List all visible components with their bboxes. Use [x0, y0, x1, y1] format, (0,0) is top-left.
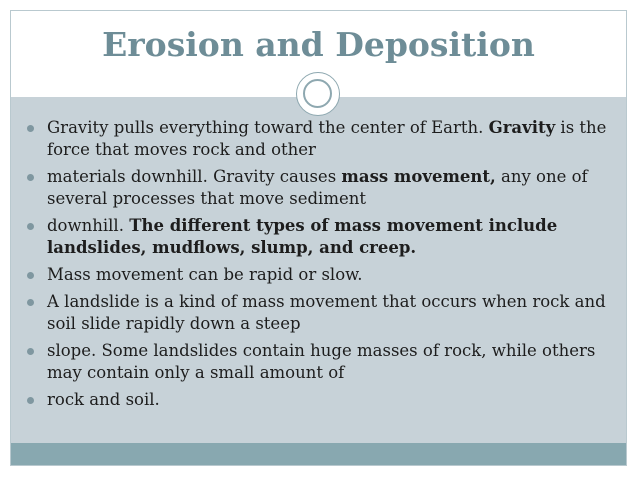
bullet-item	[25, 166, 615, 210]
bullet-item	[25, 264, 615, 286]
bullet-text-segment: any one of several processes that move sediment	[47, 167, 588, 208]
bullet-text-segment: Mass movement can be rapid or slow.	[47, 265, 363, 284]
footer-band	[11, 443, 626, 465]
bullet-item	[25, 291, 615, 335]
bullet-text-segment: Gravity pulls everything toward the center of Earth.	[47, 118, 489, 137]
slide-title: Erosion and Deposition	[102, 25, 535, 64]
bullet-text-segment-bold: The different types of mass movement include landslides, mudflows, slump, and creep.	[47, 216, 558, 257]
bullet-icon	[27, 125, 34, 132]
bullet-icon	[27, 348, 34, 355]
bullet-text-segment: materials downhill. Gravity causes	[47, 167, 342, 186]
bullet-list	[25, 117, 615, 416]
bullet-text-segment: slope. Some landslides contain huge masses of rock, while others may contain only a small amount of	[47, 341, 596, 382]
bullet-item	[25, 215, 615, 259]
bullet-item	[25, 389, 615, 411]
bullet-icon	[27, 299, 34, 306]
bullet-icon	[27, 223, 34, 230]
bullet-text-segment: downhill.	[47, 216, 130, 235]
bullet-text-segment-bold: mass movement,	[341, 167, 496, 186]
bullet-text-segment: A landslide is a kind of mass movement that occurs when rock and soil slide rapidly down a steep	[47, 292, 606, 333]
content-area	[11, 97, 626, 445]
bullet-icon	[27, 272, 34, 279]
bullet-icon	[27, 397, 34, 404]
bullet-item	[25, 117, 615, 161]
slide-frame	[10, 10, 627, 466]
bullet-icon	[27, 174, 34, 181]
bullet-text-segment: rock and soil.	[47, 390, 160, 409]
inner-circle-icon	[303, 79, 332, 108]
bullet-text-segment: is the force that moves rock and other	[47, 118, 607, 159]
circle-divider-icon	[296, 72, 340, 116]
bullet-item	[25, 340, 615, 384]
bullet-text-segment-bold: Gravity	[488, 118, 556, 137]
